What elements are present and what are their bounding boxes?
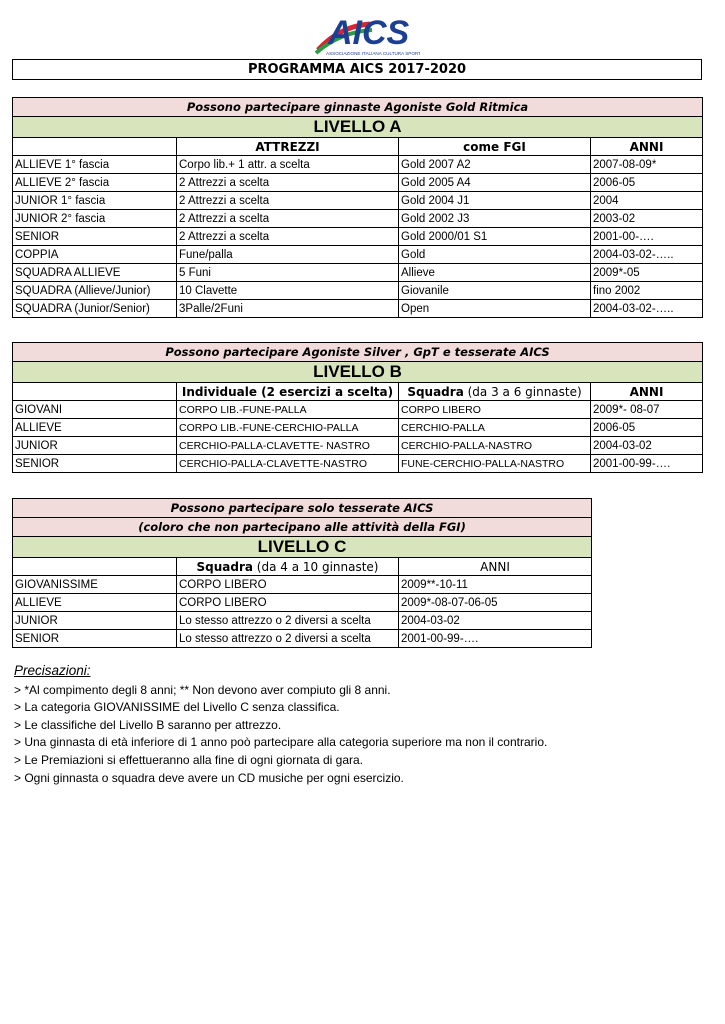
anni-cell: 2001-00-…. [591,228,703,246]
level-a-banner: Possono partecipare ginnaste Agoniste Gold Ritmica [13,98,703,117]
anni-cell: 2004-03-02-….. [591,246,703,264]
table-row [13,228,703,246]
fgi-cell: Gold [399,246,591,264]
header-squadra-bold: Squadra [196,559,253,574]
header-squadra [177,558,399,576]
note-item: > La categoria GIOVANISSIME del Livello C senza classifica. [14,700,340,715]
fgi-cell: Giovanile [399,282,591,300]
header-attrezzi: ATTREZZI [177,138,399,156]
individuale-cell: CERCHIO-PALLA-CLAVETTE-NASTRO [177,455,399,473]
level-c-title: LIVELLO C [13,537,592,558]
header-empty [13,383,177,401]
squadra-cell: CERCHIO-PALLA-NASTRO [399,437,591,455]
note-item: > Una ginnasta di età inferiore di 1 anno poò partecipare alla categoria superiore ma non il contrario. [14,735,548,750]
aics-logo [300,6,420,58]
individuale-cell: CORPO LIB.-FUNE-CERCHIO-PALLA [177,419,399,437]
anni-cell: 2006-05 [591,174,703,192]
header-anni: ANNI [399,558,592,576]
category-cell: JUNIOR [13,612,177,630]
category-cell: SENIOR [13,630,177,648]
header-come-fgi: come FGI [399,138,591,156]
squadra-cell: Lo stesso attrezzo o 2 diversi a scelta [177,630,399,648]
table-row [13,264,703,282]
anni-cell: 2004-03-02 [591,437,703,455]
header-empty [13,558,177,576]
attrezzi-cell: 2 Attrezzi a scelta [177,174,399,192]
header-anni: ANNI [591,383,703,401]
anni-cell: 2009*-05 [591,264,703,282]
table-row [13,630,592,648]
table-row [13,174,703,192]
note-item: > Le classifiche del Livello B saranno per attrezzo. [14,717,282,732]
table-row [13,282,703,300]
header-individuale: Individuale (2 esercizi a scelta) [177,383,399,401]
header-squadra-rest: (da 4 a 10 ginnaste) [252,559,379,574]
table-row [13,437,703,455]
header-squadra-rest: (da 3 a 6 ginnaste) [463,384,582,399]
category-cell: SQUADRA ALLIEVE [13,264,177,282]
attrezzi-cell: 10 Clavette [177,282,399,300]
logo-tagline: ASSOCIAZIONE ITALIANA CULTURA SPORT [326,51,420,56]
category-cell: GIOVANI [13,401,177,419]
level-b-title: LIVELLO B [13,362,703,383]
table-row [13,419,703,437]
level-a-table [12,97,703,318]
attrezzi-cell: 2 Attrezzi a scelta [177,228,399,246]
anni-cell: 2003-02 [591,210,703,228]
individuale-cell: CERCHIO-PALLA-CLAVETTE- NASTRO [177,437,399,455]
squadra-cell: FUNE-CERCHIO-PALLA-NASTRO [399,455,591,473]
category-cell: SENIOR [13,228,177,246]
table-row [13,156,703,174]
squadra-cell: CORPO LIBERO [177,576,399,594]
note-item: > *Al compimento degli 8 anni; ** Non devono aver compiuto gli 8 anni. [14,682,391,697]
individuale-cell: CORPO LIB.-FUNE-PALLA [177,401,399,419]
category-cell: ALLIEVE [13,594,177,612]
table-row [13,594,592,612]
category-cell: SQUADRA (Allieve/Junior) [13,282,177,300]
table-row [13,401,703,419]
note-item: > Ogni ginnasta o squadra deve avere un CD musiche per ogni esercizio. [14,770,404,785]
category-cell: SENIOR [13,455,177,473]
table-row [13,210,703,228]
header-squadra-bold: Squadra [407,384,464,399]
attrezzi-cell: 3Palle/2Funi [177,300,399,318]
notes-title: Precisazioni: [14,663,91,678]
note-item: > Le Premiazioni si effettueranno alla fine di ogni giornata di gara. [14,752,364,767]
category-cell: GIOVANISSIME [13,576,177,594]
fgi-cell: Open [399,300,591,318]
anni-cell: 2004 [591,192,703,210]
category-cell: ALLIEVE 1° fascia [13,156,177,174]
squadra-cell: CERCHIO-PALLA [399,419,591,437]
document-title: PROGRAMMA AICS 2017-2020 [12,59,702,80]
level-b-table [12,342,703,473]
table-row [13,192,703,210]
table-row [13,576,592,594]
logo-text: AICS [328,14,410,52]
category-cell: ALLIEVE [13,419,177,437]
level-c-banner-line2: (coloro che non partecipano alle attività della FGI) [13,518,592,537]
squadra-cell: Lo stesso attrezzo o 2 diversi a scelta [177,612,399,630]
fgi-cell: Allieve [399,264,591,282]
category-cell: ALLIEVE 2° fascia [13,174,177,192]
table-row [13,455,703,473]
level-a-title: LIVELLO A [13,117,703,138]
attrezzi-cell: 5 Funi [177,264,399,282]
anni-cell: fino 2002 [591,282,703,300]
fgi-cell: Gold 2007 A2 [399,156,591,174]
squadra-cell: CORPO LIBERO [399,401,591,419]
header-empty [13,138,177,156]
table-row [13,300,703,318]
table-row [13,246,703,264]
category-cell: JUNIOR 2° fascia [13,210,177,228]
attrezzi-cell: Fune/palla [177,246,399,264]
attrezzi-cell: 2 Attrezzi a scelta [177,192,399,210]
anni-cell: 2007-08-09* [591,156,703,174]
table-row [13,612,592,630]
attrezzi-cell: Corpo lib.+ 1 attr. a scelta [177,156,399,174]
anni-cell: 2009*- 08-07 [591,401,703,419]
fgi-cell: Gold 2005 A4 [399,174,591,192]
anni-cell: 2004-03-02 [399,612,592,630]
notes-section [14,662,547,787]
header-squadra [399,383,591,401]
fgi-cell: Gold 2002 J3 [399,210,591,228]
category-cell: SQUADRA (Junior/Senior) [13,300,177,318]
anni-cell: 2009*-08-07-06-05 [399,594,592,612]
level-c-banner-line1: Possono partecipare solo tesserate AICS [13,499,592,518]
header-anni: ANNI [591,138,703,156]
fgi-cell: Gold 2000/01 S1 [399,228,591,246]
squadra-cell: CORPO LIBERO [177,594,399,612]
fgi-cell: Gold 2004 J1 [399,192,591,210]
level-c-table [12,498,592,648]
level-b-banner: Possono partecipare Agoniste Silver , GpT e tesserate AICS [13,343,703,362]
anni-cell: 2001-00-99-…. [399,630,592,648]
anni-cell: 2006-05 [591,419,703,437]
category-cell: JUNIOR [13,437,177,455]
attrezzi-cell: 2 Attrezzi a scelta [177,210,399,228]
category-cell: JUNIOR 1° fascia [13,192,177,210]
category-cell: COPPIA [13,246,177,264]
anni-cell: 2004-03-02-….. [591,300,703,318]
anni-cell: 2009**-10-11 [399,576,592,594]
anni-cell: 2001-00-99-…. [591,455,703,473]
